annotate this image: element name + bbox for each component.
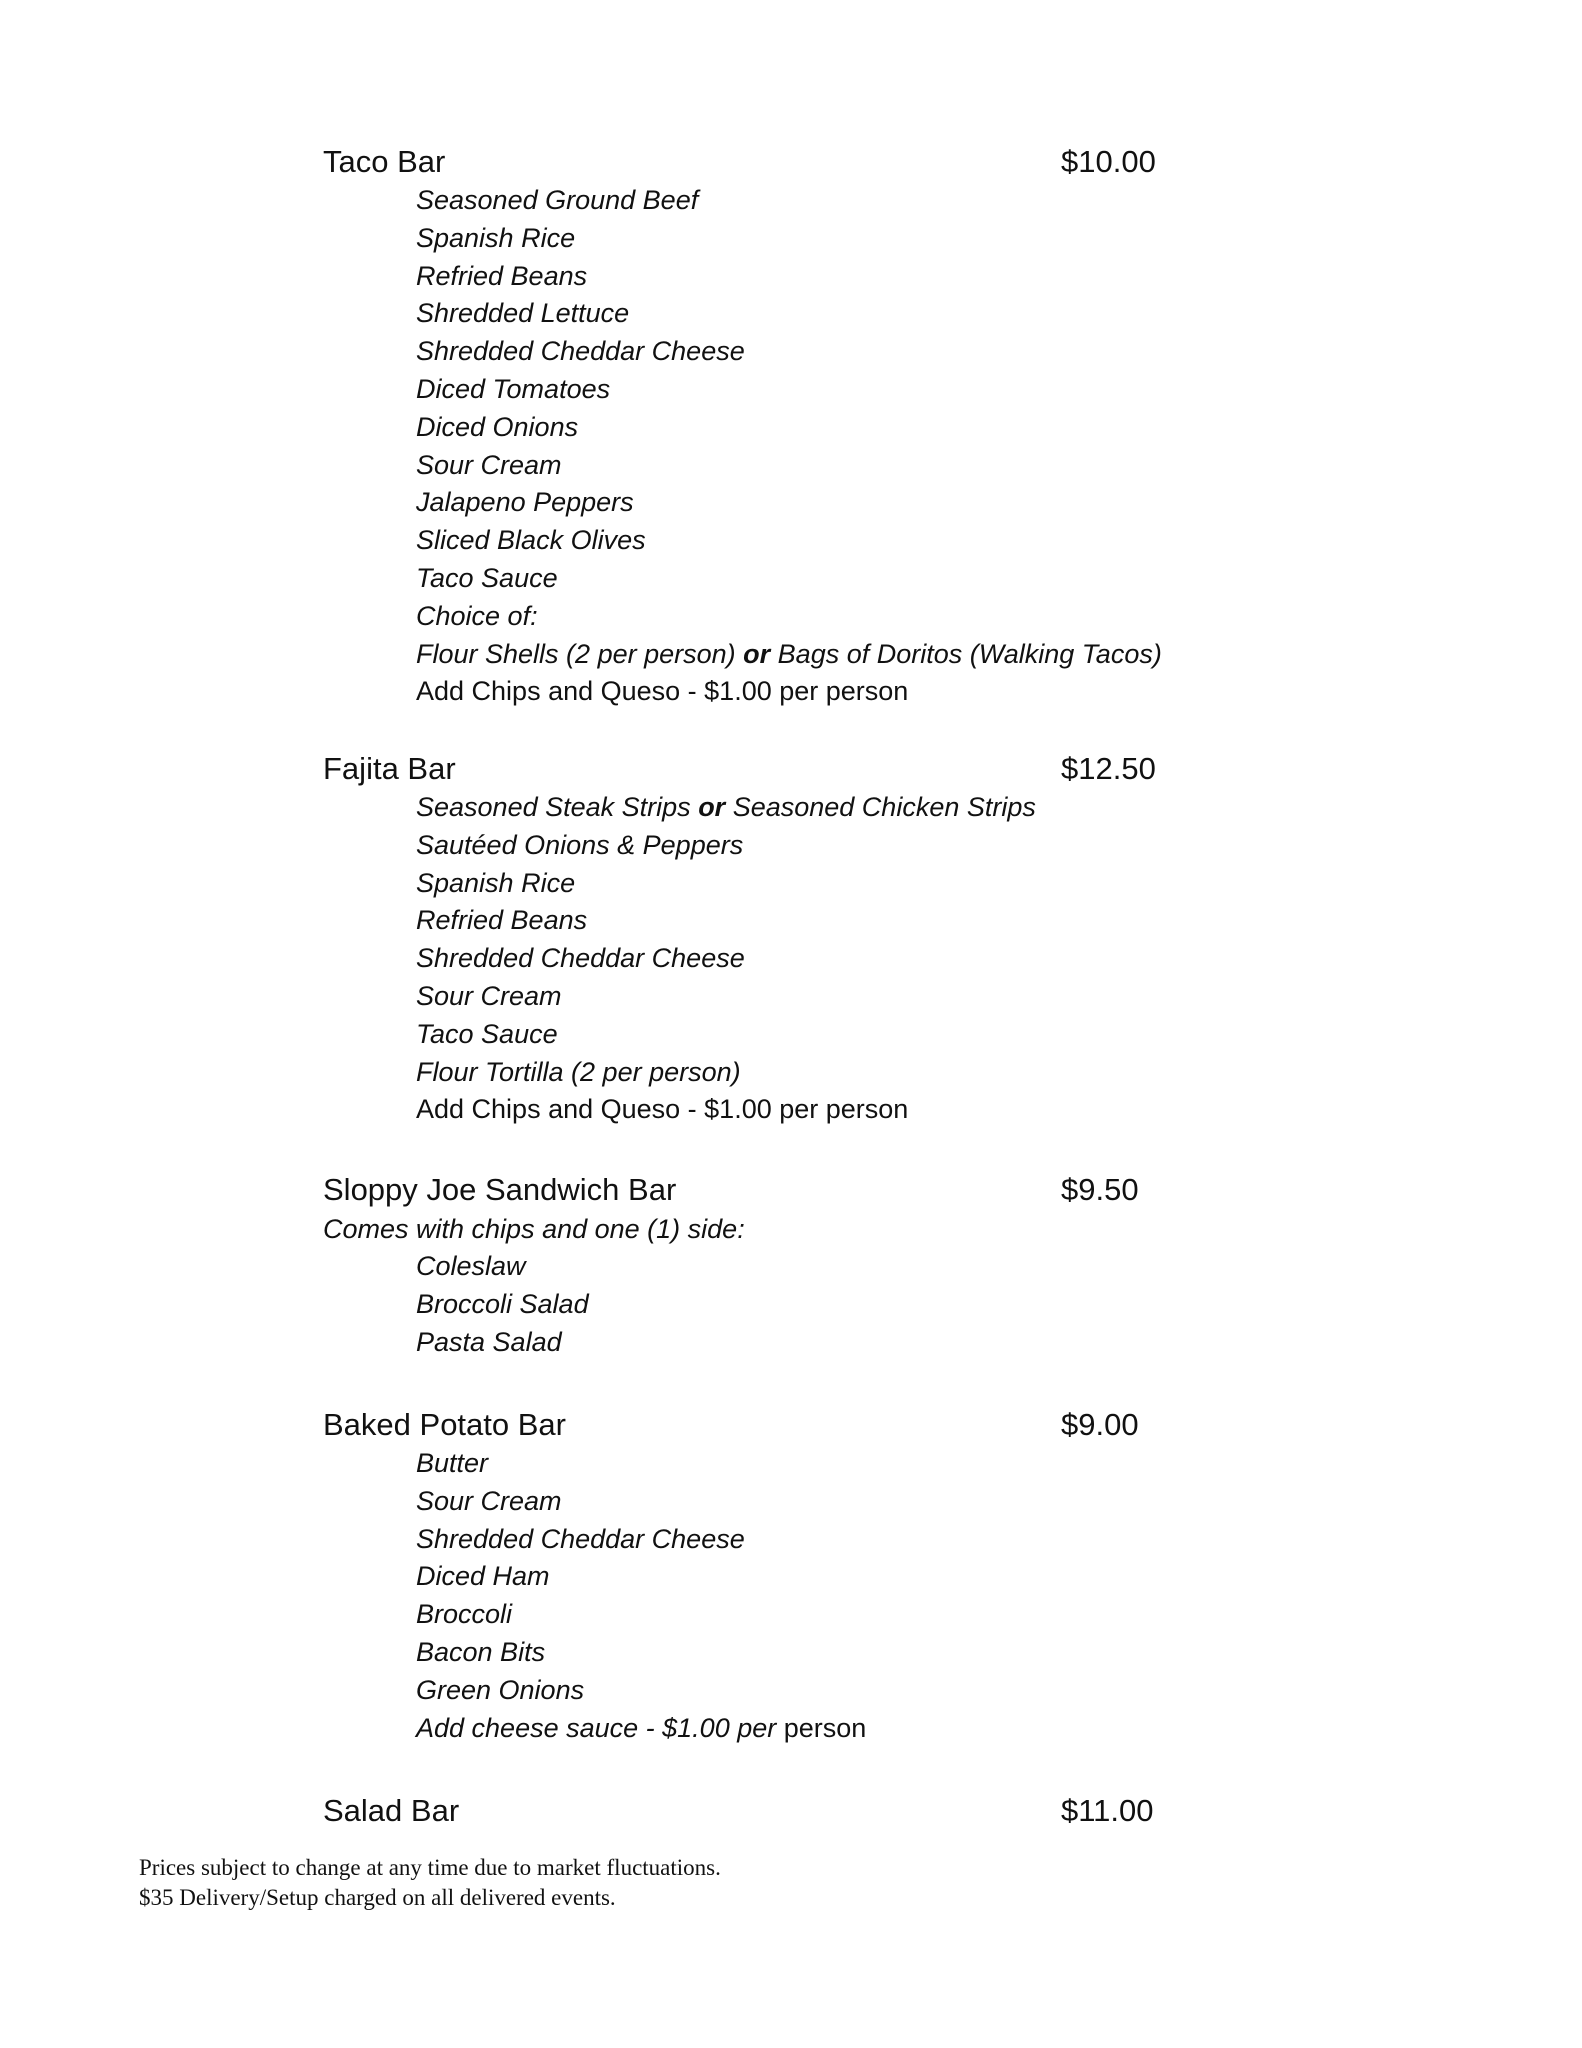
choice-second: Seasoned Chicken Strips	[732, 792, 1036, 822]
section-sloppy-joe-bar	[323, 1170, 1273, 1361]
section-price: $9.00	[1061, 1407, 1139, 1442]
footer-line: Prices subject to change at any time due to market fluctuations.	[139, 1855, 721, 1880]
list-item: Butter	[416, 1448, 489, 1478]
section-salad-bar	[323, 1791, 1273, 1831]
list-item: Sour Cream	[416, 449, 562, 480]
item-list	[416, 789, 1273, 1129]
list-item: Green Onions	[416, 1674, 585, 1705]
section-header	[323, 142, 1273, 182]
section-header	[323, 1170, 1273, 1210]
section-title: Baked Potato Bar	[323, 1407, 566, 1442]
list-item: Sautéed Onions & Peppers	[416, 829, 744, 860]
section-title: Fajita Bar	[323, 751, 456, 786]
list-item: Shredded Cheddar Cheese	[416, 1523, 745, 1554]
list-item: Sliced Black Olives	[416, 525, 646, 556]
list-item: Broccoli	[416, 1599, 513, 1630]
section-taco-bar	[323, 142, 1273, 711]
section-title: Sloppy Joe Sandwich Bar	[323, 1172, 677, 1207]
list-item: Shredded Cheddar Cheese	[416, 943, 745, 974]
list-item: Spanish Rice	[416, 867, 576, 898]
list-item: Refried Beans	[416, 260, 588, 291]
section-header	[323, 1791, 1273, 1831]
section-title: Salad Bar	[323, 1793, 460, 1828]
list-item: Choice of:	[416, 600, 538, 631]
list-item: Diced Tomatoes	[416, 373, 611, 404]
list-item: Sour Cream	[416, 980, 562, 1011]
footer-line: $35 Delivery/Setup charged on all delivered events.	[139, 1885, 616, 1910]
list-item: Flour Tortilla (2 per person)	[416, 1056, 741, 1087]
choice-first: Flour Shells (2 per person)	[416, 638, 736, 669]
list-item: Jalapeno Peppers	[416, 487, 634, 518]
choice-first: Seasoned Steak Strips	[416, 792, 691, 822]
list-item: Taco Sauce	[416, 1018, 558, 1049]
addon-italic: Add cheese sauce - $1.00 per	[416, 1712, 777, 1743]
section-header	[323, 749, 1273, 789]
section-price: $12.50	[1061, 751, 1156, 786]
list-item: Bacon Bits	[416, 1636, 546, 1667]
addon-item: Add Chips and Queso - $1.00 per person	[416, 1094, 909, 1125]
list-item: Taco Sauce	[416, 562, 558, 593]
list-item: Shredded Cheddar Cheese	[416, 336, 745, 367]
section-baked-potato-bar	[323, 1405, 1273, 1747]
section-price: $11.00	[1061, 1793, 1154, 1828]
list-item: Refried Beans	[416, 905, 588, 936]
choice-item	[416, 789, 1273, 827]
list-item: Diced Onions	[416, 411, 579, 442]
item-list	[416, 182, 1273, 711]
section-header	[323, 1405, 1273, 1445]
addon-item: Add Chips and Queso - $1.00 per person	[416, 676, 909, 707]
list-item: Diced Ham	[416, 1561, 550, 1592]
choice-or: or	[698, 792, 726, 822]
list-item: Broccoli Salad	[416, 1288, 589, 1319]
choice-second: Bags of Doritos (Walking Tacos)	[777, 638, 1162, 669]
list-item: Seasoned Ground Beef	[416, 185, 699, 215]
list-item: Shredded Lettuce	[416, 298, 630, 329]
addon-item	[416, 1710, 1273, 1748]
section-fajita-bar	[323, 749, 1273, 1129]
list-item: Sour Cream	[416, 1485, 562, 1516]
section-subtitle: Comes with chips and one (1) side:	[323, 1214, 745, 1244]
list-item: Spanish Rice	[416, 222, 576, 253]
section-price: $10.00	[1061, 144, 1156, 179]
section-title: Taco Bar	[323, 144, 446, 179]
footer-notes	[139, 1853, 721, 1913]
choice-item	[416, 636, 1273, 674]
addon-regular: person	[783, 1712, 867, 1743]
item-list	[416, 1445, 1273, 1747]
list-item: Coleslaw	[416, 1251, 526, 1281]
section-price: $9.50	[1061, 1172, 1139, 1207]
item-list	[416, 1248, 1273, 1361]
list-item: Pasta Salad	[416, 1326, 562, 1357]
choice-or: or	[743, 638, 771, 669]
